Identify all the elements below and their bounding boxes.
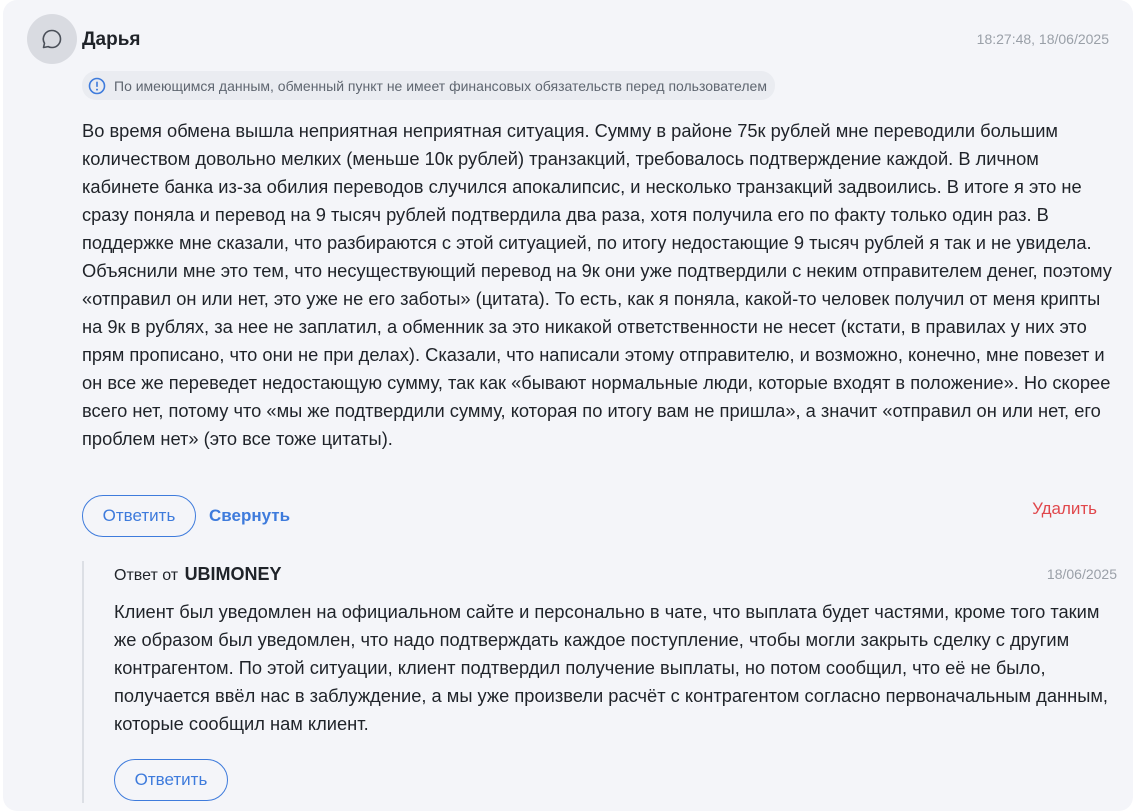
answer-date: 18/06/2025: [1046, 566, 1117, 582]
avatar: [27, 14, 77, 64]
answer-header: [114, 564, 282, 585]
answer-prefix: Ответ от: [114, 567, 179, 584]
review-card: [3, 0, 1133, 811]
company-answer: [82, 561, 1117, 803]
notice-text: По имеющимся данным, обменный пункт не имеет финансовых обязательств перед пользователем: [114, 77, 767, 94]
comment-icon: [40, 27, 64, 51]
notice-badge: [82, 71, 775, 100]
info-icon: [88, 77, 106, 95]
review-text: Во время обмена вышла неприятная неприятная ситуация. Сумму в районе 75к рублей мне переводили большим количеством довольно мелких (меньше 10к рублей) транзакций, требовалось подтверждение каждой. В личном кабинете банка из-за обилия переводов случился апокалипсис, и несколько транзакций задвоились. В итоге я это не сразу поняла и перевод на 9 тысяч рублей подтвердила два раза, хотя получила его по факту только один раз. В поддержке мне сказали, что разбираются с этой ситуацией, по итогу недостающие 9 тысяч рублей я так и не увидела. Объяснили мне это тем, что несуществующий перевод на 9к они уже подтвердили с неким отправителем денег, поэтому «отправил он или нет, это уже не его заботы» (цитата). То есть, как я поняла, какой-то человек получил от меня крипты на 9к в рублях, за нее не заплатил, а обменник за это никакой ответственности не несет (кстати, в правилах у них это прям прописано, что они не при делах). Сказали, что написали этому отправителю, и возможно, конечно, мне повезет и он все же переведет недостающую сумму, так как «бывают нормальные люди, которые входят в положение». Но скорее всего нет, потому что «мы же подтвердили сумму, которая по итогу вам не пришла», а значит «отправил он или нет, его проблем нет» (это все тоже цитаты).: [82, 120, 1112, 449]
author-name: Дарья: [82, 29, 141, 50]
answer-text: Клиент был уведомлен на официальном сайте и персонально в чате, что выплата будет частями, кроме того таким же образом был уведомлен, что надо подтверждать каждое поступление, чтобы могли закрыть сделку с другим контрагентом. По этой ситуации, клиент подтвердил получение выплаты, но потом сообщил, что её не было, получается ввёл нас в заблуждение, а мы уже произвели расчёт с контрагентом согласно первоначальным данным, которые сообщил нам клиент.: [114, 601, 1108, 734]
company-name: UBIMONEY: [184, 564, 282, 584]
review-timestamp: 18:27:48, 18/06/2025: [976, 31, 1109, 47]
collapse-link[interactable]: Свернуть: [209, 506, 291, 525]
reply-button[interactable]: Ответить: [82, 495, 196, 537]
answer-reply-button[interactable]: Ответить: [114, 759, 228, 801]
delete-link[interactable]: Удалить: [1032, 499, 1097, 518]
